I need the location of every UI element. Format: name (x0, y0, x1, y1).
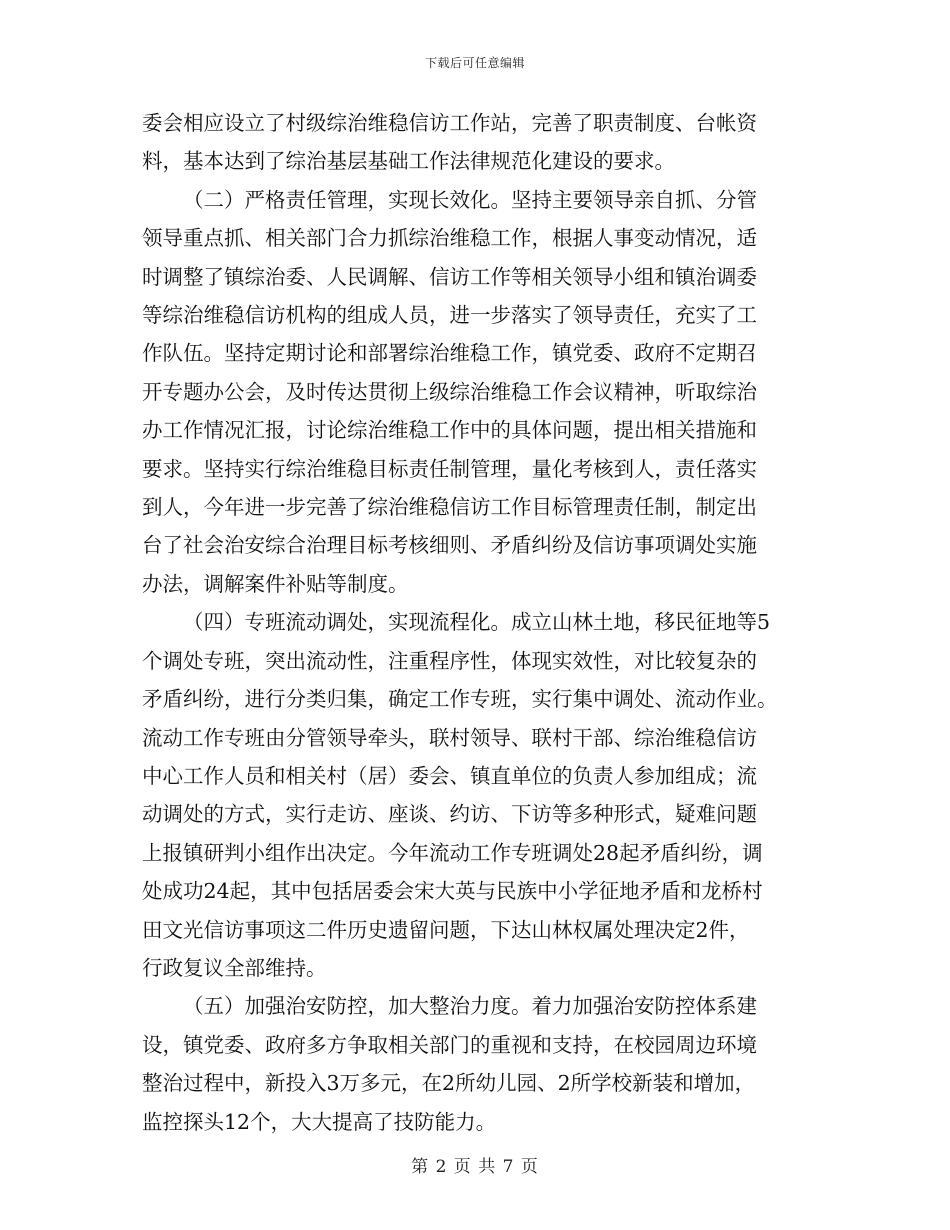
text-line: 要求。坚持实行综治维稳目标责任制管理，量化考核到人，责任落实 (142, 456, 757, 481)
text-line: 个调处专班，突出流动性，注重程序性，体现实效性，对比较复杂的 (142, 648, 757, 673)
text-line: 处成功24起，其中包括居委会宋大英与民族中小学征地矛盾和龙桥村 (142, 879, 763, 904)
text-line: 料，基本达到了综治基层基础工作法律规范化建设的要求。 (142, 149, 675, 174)
text-line: 设，镇党委、政府多方争取相关部门的重视和支持，在校园周边环境 (142, 1032, 757, 1057)
page-footer: 第 2 页 共 7 页 (411, 1157, 539, 1177)
text-line: 时调整了镇综治委、人民调解、信访工作等相关领导小组和镇治调委 (142, 264, 757, 289)
text-line: 行政复议全部维持。 (142, 955, 327, 980)
text-line: 上报镇研判小组作出决定。今年流动工作专班调处28起矛盾纠纷，调 (142, 840, 763, 865)
text-line: （四）专班流动调处，实现流程化。成立山林土地，移民征地等5 (183, 610, 771, 635)
text-line: 矛盾纠纷，进行分类归集，确定工作专班，实行集中调处、流动作业。 (142, 687, 778, 712)
text-line: （五）加强治安防控，加大整治力度。着力加强治安防控体系建 (183, 994, 757, 1019)
paragraph (142, 603, 812, 987)
document-body (142, 104, 812, 1141)
text-line: 开专题办公会，及时传达贯彻上级综治维稳工作会议精神，听取综治 (142, 379, 757, 404)
text-line: 田文光信访事项这二件历史遗留问题，下达山林权属处理决定2件， (142, 917, 750, 942)
text-line: 办工作情况汇报，讨论综治维稳工作中的具体问题，提出相关措施和 (142, 418, 757, 443)
text-line: 办法，调解案件补贴等制度。 (142, 571, 409, 596)
text-line: （二）严格责任管理，实现长效化。坚持主要领导亲自抓、分管 (183, 187, 757, 212)
text-line: 作队伍。坚持定期讨论和部署综治维稳工作，镇党委、政府不定期召 (142, 341, 757, 366)
page-header: 下载后可任意编辑 (424, 56, 525, 70)
text-line: 动调处的方式，实行走访、座谈、约访、下访等多种形式，疑难问题 (142, 802, 757, 827)
text-line: 台了社会治安综合治理目标考核细则、矛盾纠纷及信访事项调处实施 (142, 533, 757, 558)
paragraph (142, 104, 812, 181)
paragraph (142, 181, 812, 603)
text-line: 监控探头12个，大大提高了技防能力。 (142, 1109, 497, 1134)
text-line: 中心工作人员和相关村（居）委会、镇直单位的负责人参加组成；流 (142, 763, 757, 788)
text-line: 委会相应设立了村级综治维稳信访工作站，完善了职责制度、台帐资 (142, 111, 757, 135)
text-line: 流动工作专班由分管领导牵头，联村领导、联村干部、综治维稳信访 (142, 725, 757, 750)
text-line: 整治过程中，新投入3万多元，在2所幼儿园、2所学校新装和增加， (142, 1071, 756, 1096)
text-line: 到人，今年进一步完善了综治维稳信访工作目标管理责任制，制定出 (142, 495, 757, 520)
paragraph (142, 987, 812, 1141)
text-line: 领导重点抓、相关部门合力抓综治维稳工作，根据人事变动情况，适 (142, 226, 757, 251)
text-line: 等综治维稳信访机构的组成人员，进一步落实了领导责任，充实了工 (142, 303, 757, 328)
